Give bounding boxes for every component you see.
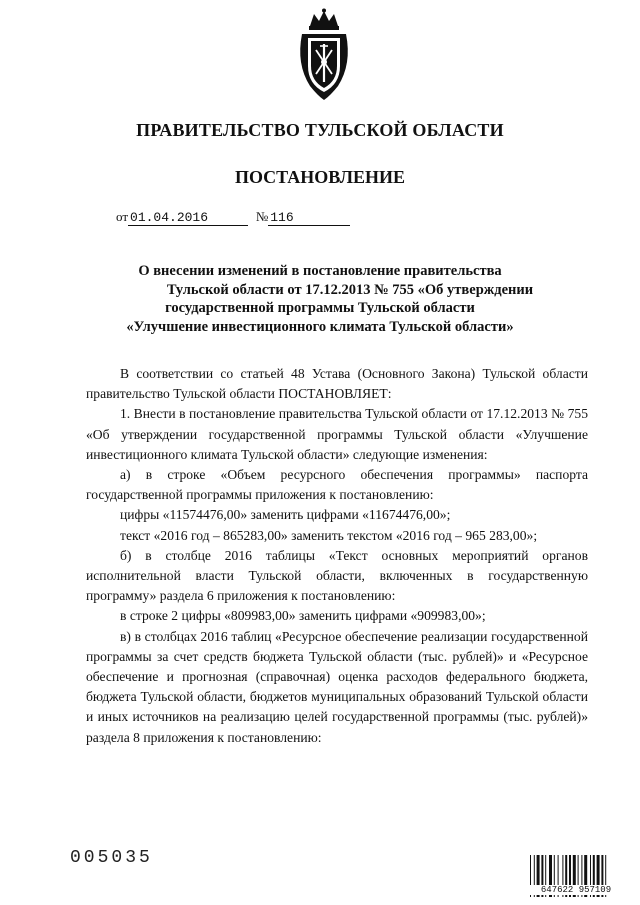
document-type: ПОСТАНОВЛЕНИЕ: [234, 167, 406, 187]
paragraph: текст «2016 год – 865283,00» заменить текстом «2016 год – 965 283,00»;: [120, 527, 538, 543]
heading-line: Тульской области от 17.12.2013 № 755 «Об утверждении: [166, 281, 534, 298]
number-label: №: [255, 209, 269, 224]
paragraph: цифры «11574476,00» заменить цифрами «11674476,00»;: [120, 507, 451, 523]
paragraph: В соответствии со статьей 48 Устава (Основного Закона) Тульской области правительство Тульской области ПОСТАНОВЛЯЕТ:: [86, 366, 588, 402]
document-date: 01.04.2016: [128, 210, 248, 226]
government-title: ПРАВИТЕЛЬСТВО ТУЛЬСКОЙ ОБЛАСТИ: [136, 120, 504, 140]
stamp-number: 005035: [70, 848, 153, 868]
paragraph: а) в строке «Объем ресурсного обеспечения программы» паспорта государственной программы приложения к постановлению:: [86, 467, 588, 503]
heading-line: «Улучшение инвестиционного климата Тульской области»: [126, 318, 514, 335]
document-body: [86, 364, 588, 748]
heading-line: государственной программы Тульской области: [165, 300, 475, 316]
document-number: 116: [268, 210, 350, 226]
barcode-number: 647622 957109: [530, 885, 622, 895]
date-number-line: [116, 209, 350, 226]
coat-of-arms-icon: [296, 8, 352, 102]
paragraph: 1. Внести в постановление правительства Тульской области от 17.12.2013 № 755 «Об утверждении государственной программы Тульской области «Улучшение инвестиционного климата Тульской области» следующие изменения:: [86, 406, 588, 462]
heading-line: О внесении изменений в постановление правительства: [138, 263, 502, 279]
paragraph: в строке 2 цифры «809983,00» заменить цифрами «909983,00»;: [120, 608, 486, 624]
document-heading: [0, 262, 640, 336]
paragraph: б) в столбце 2016 таблицы «Текст основных мероприятий органов исполнительной власти Тульской области, включенных в государственную программу» раздела 6 приложения к постановлению:: [86, 547, 588, 604]
from-label: от: [116, 209, 129, 224]
paragraph: в) в столбцах 2016 таблиц «Ресурсное обеспечение реализации государственной программы за счет средств бюджета Тульской области (тыс. рублей)» и «Ресурсное обеспечение и прогнозная (справочная) оценка расходов федерального бюджета, бюджета Тульской области, бюджетов муниципальных образований Тульской области и иных источников на реализацию целей государственной программы (тыс. рублей)» раздела 8 приложения к постановлению:: [86, 628, 588, 745]
